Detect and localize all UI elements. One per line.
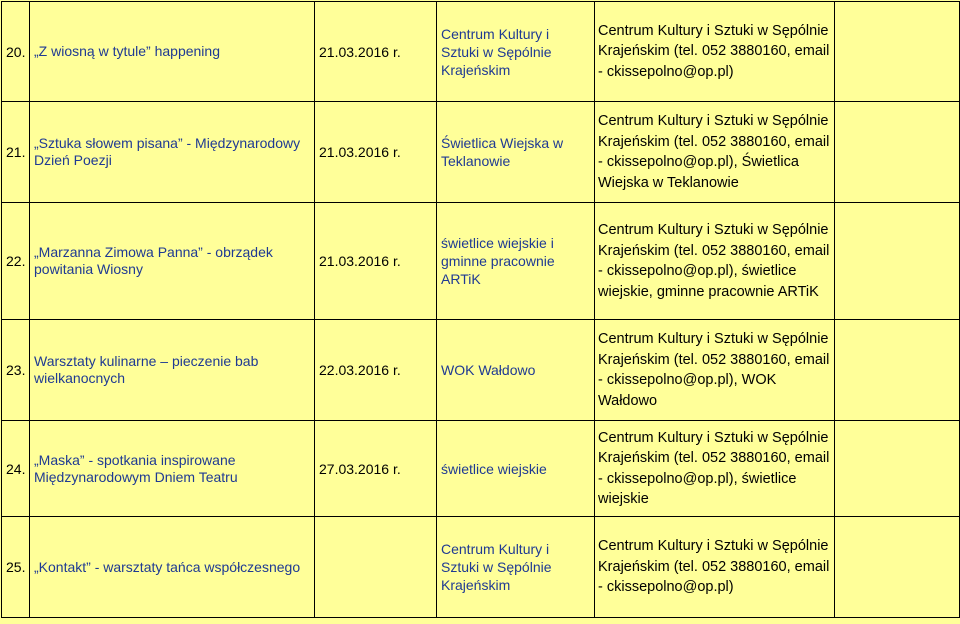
- event-date: 22.03.2016 r.: [315, 320, 437, 421]
- event-date: [315, 517, 437, 618]
- empty-cell: [835, 2, 960, 102]
- row-number: 22.: [2, 203, 30, 320]
- table-row: [2, 102, 960, 203]
- event-organizer: Centrum Kultury i Sztuki w Sępólnie Krajeńskim (tel. 052 3880160, email - ckissepolno@op.pl), WOK Wałdowo: [595, 320, 835, 421]
- event-date: 21.03.2016 r.: [315, 203, 437, 320]
- event-organizer: Centrum Kultury i Sztuki w Sępólnie Krajeńskim (tel. 052 3880160, email - ckissepolno@op.pl): [595, 2, 835, 102]
- table-row: [2, 517, 960, 618]
- table-row: [2, 2, 960, 102]
- event-title: Warsztaty kulinarne – pieczenie bab wielkanocnych: [30, 320, 315, 421]
- event-date: 27.03.2016 r.: [315, 421, 437, 517]
- event-title: „Kontakt” - warsztaty tańca współczesnego: [30, 517, 315, 618]
- empty-cell: [835, 203, 960, 320]
- event-title: „Marzanna Zimowa Panna” - obrządek powitania Wiosny: [30, 203, 315, 320]
- row-number: 24.: [2, 421, 30, 517]
- table-row: [2, 203, 960, 320]
- event-organizer: Centrum Kultury i Sztuki w Sępólnie Krajeńskim (tel. 052 3880160, email - ckissepolno@op.pl), Świetlica Wiejska w Teklanowie: [595, 102, 835, 203]
- event-date: 21.03.2016 r.: [315, 102, 437, 203]
- event-organizer: Centrum Kultury i Sztuki w Sępólnie Krajeńskim (tel. 052 3880160, email - ckissepolno@op.pl): [595, 517, 835, 618]
- event-place: WOK Wałdowo: [437, 320, 595, 421]
- events-table: [1, 1, 960, 618]
- row-number: 21.: [2, 102, 30, 203]
- row-number: 20.: [2, 2, 30, 102]
- event-organizer: Centrum Kultury i Sztuki w Sępólnie Krajeńskim (tel. 052 3880160, email - ckissepolno@op.pl), świetlice wiejskie, gminne pracownie ARTiK: [595, 203, 835, 320]
- event-organizer: Centrum Kultury i Sztuki w Sępólnie Krajeńskim (tel. 052 3880160, email - ckissepolno@op.pl), świetlice wiejskie: [595, 421, 835, 517]
- row-number: 23.: [2, 320, 30, 421]
- empty-cell: [835, 517, 960, 618]
- event-title: „Maska” - spotkania inspirowane Międzynarodowym Dniem Teatru: [30, 421, 315, 517]
- event-title: „Z wiosną w tytule” happening: [30, 2, 315, 102]
- event-date: 21.03.2016 r.: [315, 2, 437, 102]
- empty-cell: [835, 320, 960, 421]
- event-place: Centrum Kultury i Sztuki w Sępólnie Krajeńskim: [437, 517, 595, 618]
- event-place: świetlice wiejskie i gminne pracownie ARTiK: [437, 203, 595, 320]
- table-row: [2, 421, 960, 517]
- event-place: Świetlica Wiejska w Teklanowie: [437, 102, 595, 203]
- empty-cell: [835, 421, 960, 517]
- event-place: Centrum Kultury i Sztuki w Sępólnie Krajeńskim: [437, 2, 595, 102]
- row-number: 25.: [2, 517, 30, 618]
- event-title: „Sztuka słowem pisana” - Międzynarodowy Dzień Poezji: [30, 102, 315, 203]
- event-place: świetlice wiejskie: [437, 421, 595, 517]
- empty-cell: [835, 102, 960, 203]
- table-row: [2, 320, 960, 421]
